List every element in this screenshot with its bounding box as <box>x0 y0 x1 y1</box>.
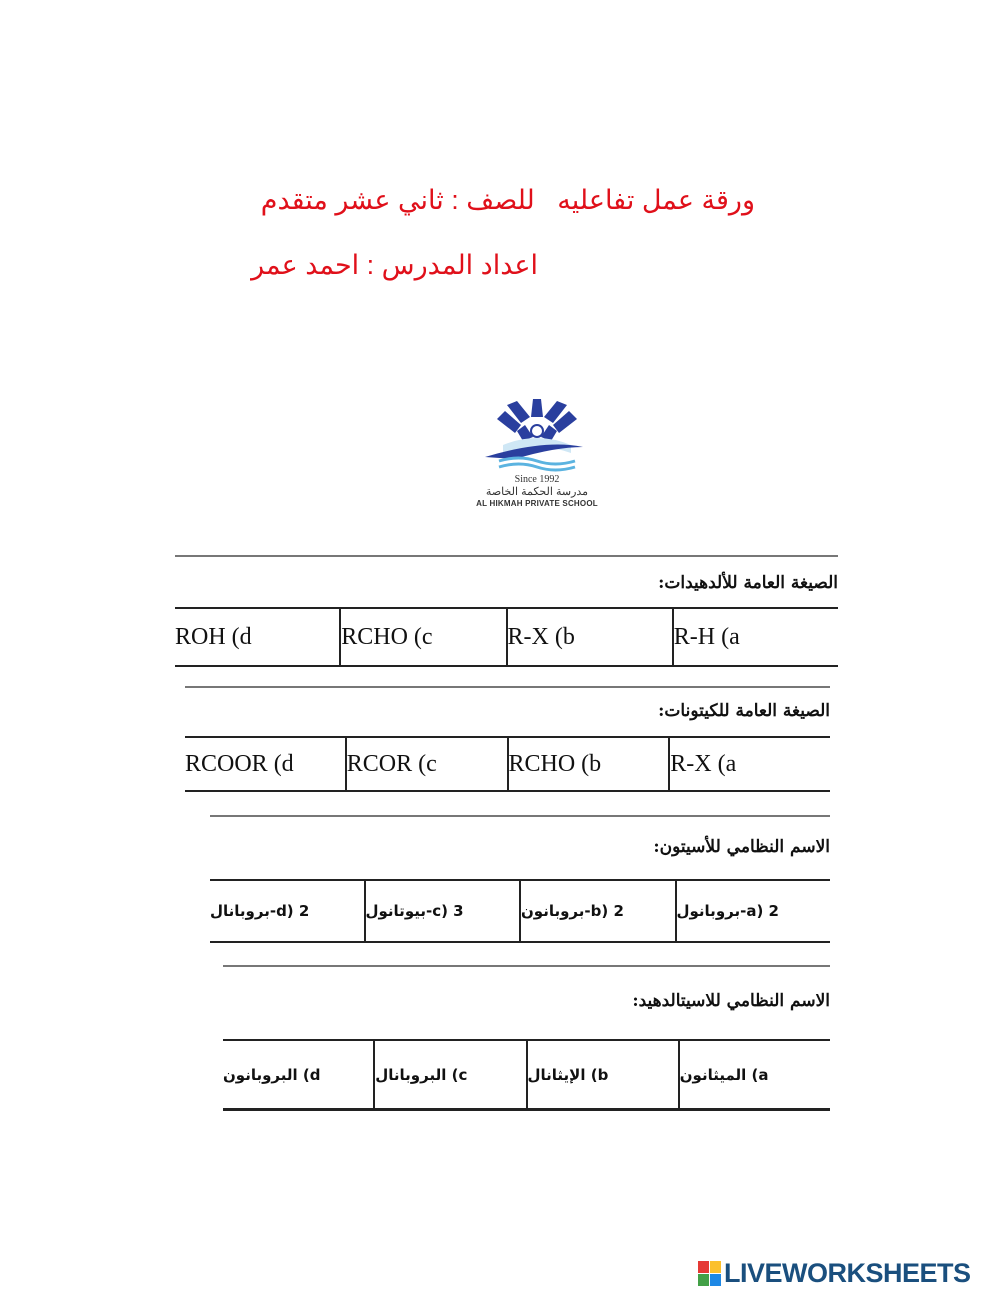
school-logo <box>475 395 605 515</box>
option-label: c) البروبانال <box>375 1065 468 1084</box>
question-3 <box>210 815 830 941</box>
option-label: RCHO (c <box>341 623 433 650</box>
logo-arabic-name: مدرسة الحكمة الخاصة <box>485 486 589 498</box>
option-label: RCOR (c <box>346 750 437 777</box>
brand-name: LIVEWORKSHEETS <box>724 1257 971 1288</box>
school-emblem-icon <box>475 395 605 475</box>
option-b[interactable] <box>506 609 672 665</box>
option-d[interactable] <box>185 738 345 790</box>
option-b[interactable] <box>507 738 669 790</box>
option-c[interactable] <box>373 1041 525 1108</box>
question-2 <box>185 686 830 790</box>
option-label: R-X (b <box>507 623 575 650</box>
brand-logo-icon <box>698 1261 721 1286</box>
question-4 <box>223 965 830 1108</box>
option-b[interactable] <box>519 881 675 941</box>
option-label: d) 2-بروبانال <box>210 902 310 920</box>
logo-since: Since 1992 <box>514 474 560 485</box>
option-c[interactable] <box>339 609 505 665</box>
option-label: c) 3-بيوتانول <box>365 902 464 920</box>
option-label: R-H (a <box>673 623 740 650</box>
question-text: الصيغة العامة للكيتونات: <box>658 701 830 721</box>
option-label: RCHO (b <box>508 750 602 777</box>
option-c[interactable] <box>345 738 507 790</box>
question-text: الاسم النظامي للاسيتالدهيد: <box>632 991 830 1011</box>
liveworksheets-brand[interactable] <box>698 1258 971 1288</box>
options-row <box>175 607 838 667</box>
option-d[interactable] <box>210 881 364 941</box>
option-a[interactable] <box>672 609 838 665</box>
option-a[interactable] <box>678 1041 830 1108</box>
worksheet-title: ورقة عمل تفاعليه للصف : ثاني عشر متقدم <box>260 185 755 215</box>
options-row <box>223 1039 830 1111</box>
option-label: R-X (a <box>670 750 737 777</box>
option-label: a) الميثانون <box>679 1065 769 1084</box>
option-label: b) 2-بروبانون <box>521 902 624 920</box>
options-row <box>210 879 830 943</box>
teacher-credit: اعداد المدرس : احمد عمر <box>251 250 538 280</box>
question-1 <box>175 555 838 663</box>
option-a[interactable] <box>668 738 830 790</box>
option-b[interactable] <box>526 1041 678 1108</box>
option-label: a) 2-بروبانول <box>676 902 779 920</box>
option-d[interactable] <box>175 609 339 665</box>
option-label: b) الإيثانال <box>527 1065 609 1084</box>
option-d[interactable] <box>223 1041 373 1108</box>
option-label: RCOOR (d <box>185 750 294 777</box>
option-label: d) البروبانون <box>223 1065 321 1084</box>
options-row <box>185 736 830 792</box>
question-text: الصيغة العامة للألدهيدات: <box>658 573 838 593</box>
option-label: ROH (d <box>175 623 252 650</box>
logo-english-name: AL HIKMAH PRIVATE SCHOOL <box>476 499 598 508</box>
option-a[interactable] <box>675 881 831 941</box>
question-text: الاسم النظامي للأسيتون: <box>653 837 830 857</box>
option-c[interactable] <box>364 881 520 941</box>
